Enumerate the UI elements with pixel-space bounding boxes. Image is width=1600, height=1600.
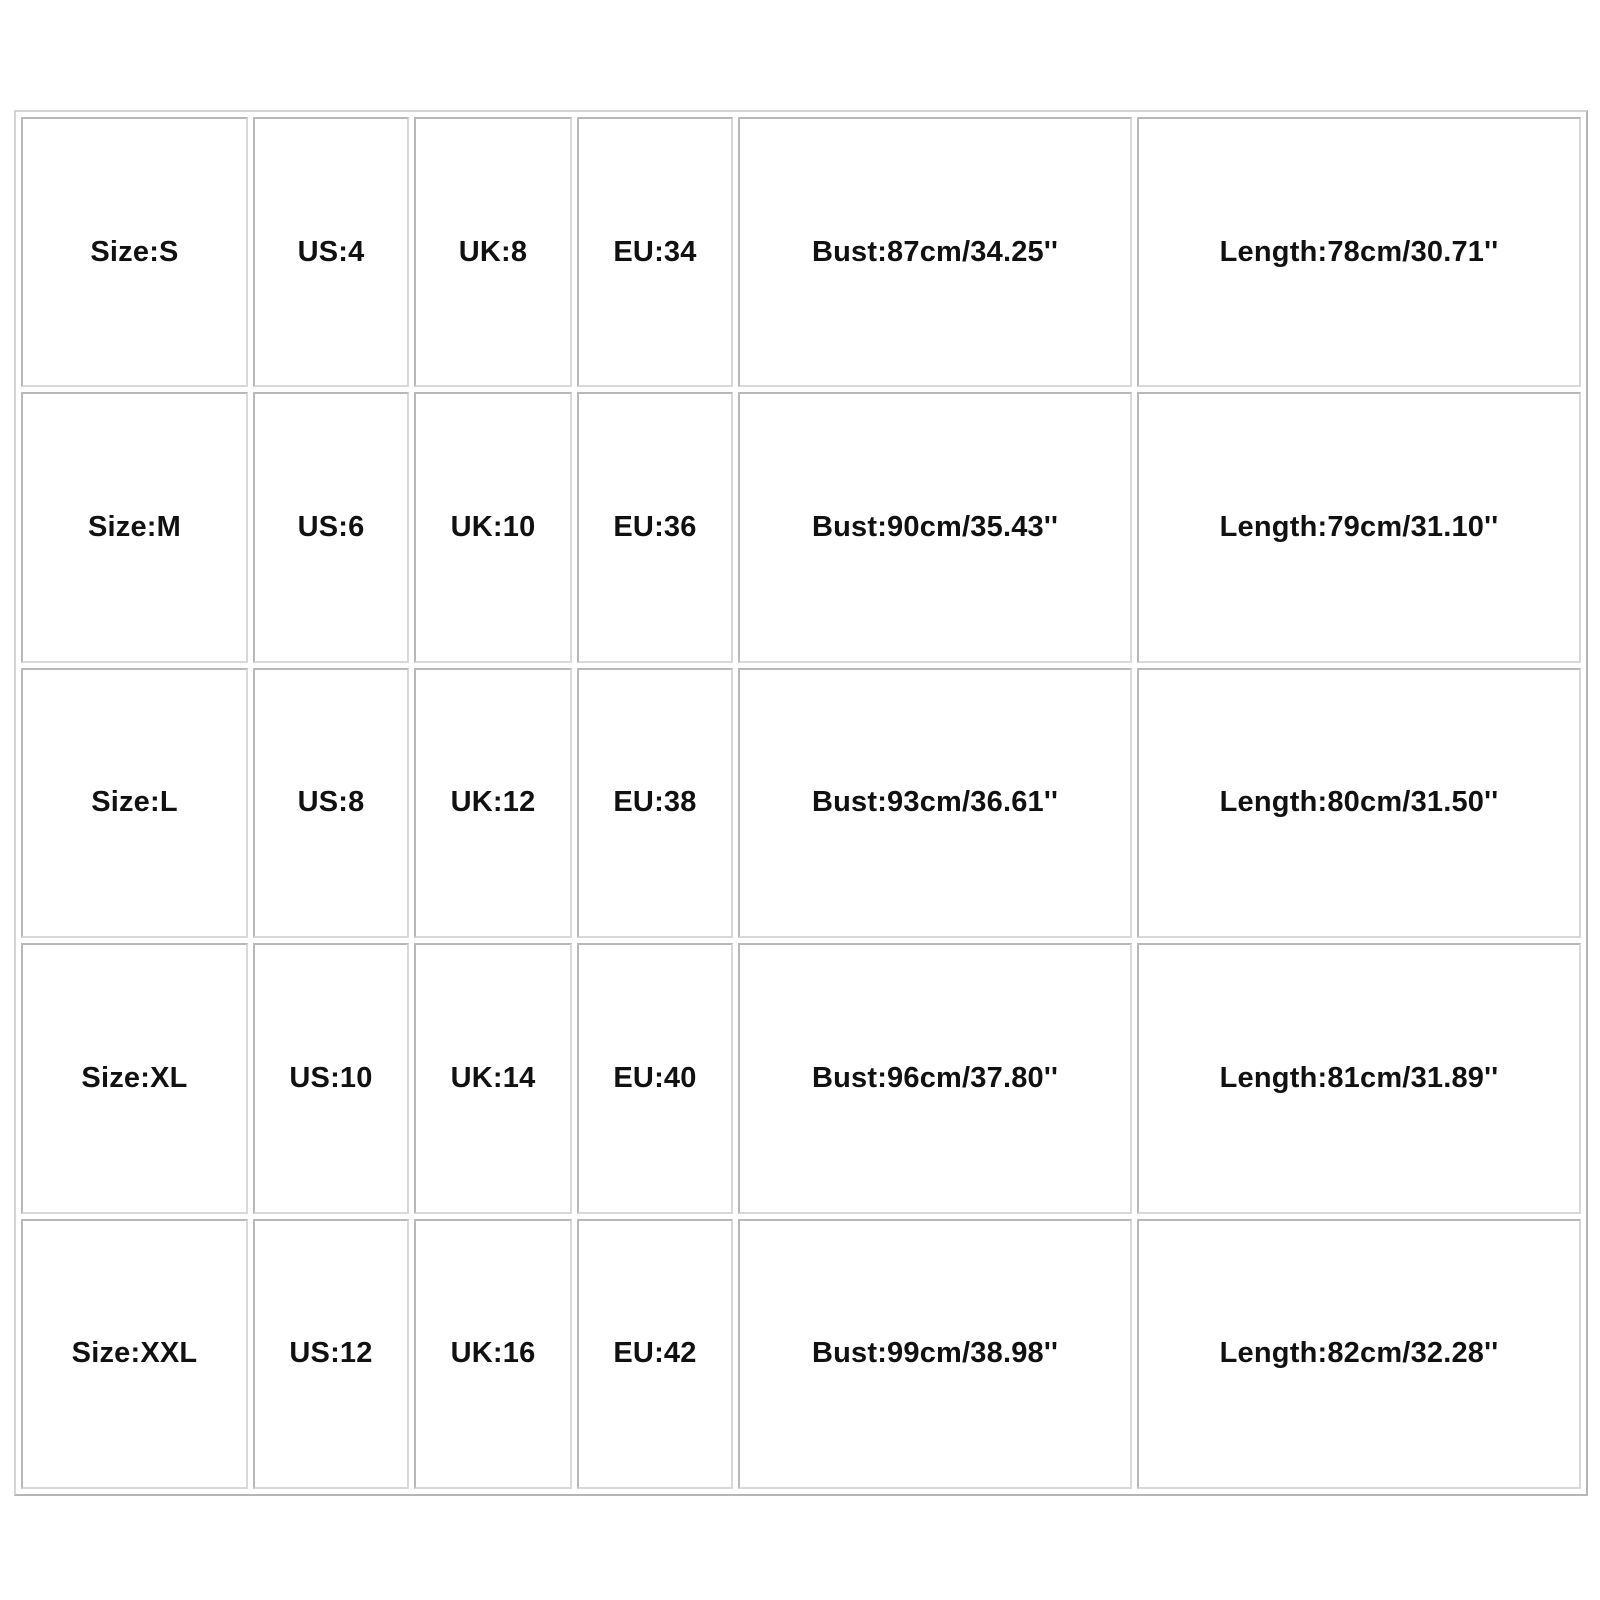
bust-cell: Bust:93cm/36.61'' — [738, 668, 1132, 938]
us-size-cell: US:12 — [253, 1219, 409, 1489]
size-cell: Size:S — [21, 117, 248, 387]
length-cell: Length:79cm/31.10'' — [1137, 392, 1581, 662]
uk-size-cell: UK:16 — [414, 1219, 572, 1489]
table-row — [21, 392, 1581, 662]
size-cell: Size:M — [21, 392, 248, 662]
length-cell: Length:78cm/30.71'' — [1137, 117, 1581, 387]
table-row — [21, 668, 1581, 938]
us-size-cell: US:4 — [253, 117, 409, 387]
us-size-cell: US:10 — [253, 943, 409, 1213]
eu-size-cell: EU:40 — [577, 943, 733, 1213]
uk-size-cell: UK:10 — [414, 392, 572, 662]
bust-cell: Bust:99cm/38.98'' — [738, 1219, 1132, 1489]
size-cell: Size:L — [21, 668, 248, 938]
size-chart-table — [14, 110, 1588, 1496]
uk-size-cell: UK:14 — [414, 943, 572, 1213]
eu-size-cell: EU:34 — [577, 117, 733, 387]
us-size-cell: US:8 — [253, 668, 409, 938]
bust-cell: Bust:87cm/34.25'' — [738, 117, 1132, 387]
size-cell: Size:XXL — [21, 1219, 248, 1489]
length-cell: Length:81cm/31.89'' — [1137, 943, 1581, 1213]
table-row — [21, 117, 1581, 387]
size-chart-body — [21, 117, 1581, 1489]
length-cell: Length:82cm/32.28'' — [1137, 1219, 1581, 1489]
us-size-cell: US:6 — [253, 392, 409, 662]
uk-size-cell: UK:12 — [414, 668, 572, 938]
size-cell: Size:XL — [21, 943, 248, 1213]
table-row — [21, 943, 1581, 1213]
eu-size-cell: EU:42 — [577, 1219, 733, 1489]
bust-cell: Bust:96cm/37.80'' — [738, 943, 1132, 1213]
uk-size-cell: UK:8 — [414, 117, 572, 387]
eu-size-cell: EU:36 — [577, 392, 733, 662]
bust-cell: Bust:90cm/35.43'' — [738, 392, 1132, 662]
table-row — [21, 1219, 1581, 1489]
length-cell: Length:80cm/31.50'' — [1137, 668, 1581, 938]
eu-size-cell: EU:38 — [577, 668, 733, 938]
